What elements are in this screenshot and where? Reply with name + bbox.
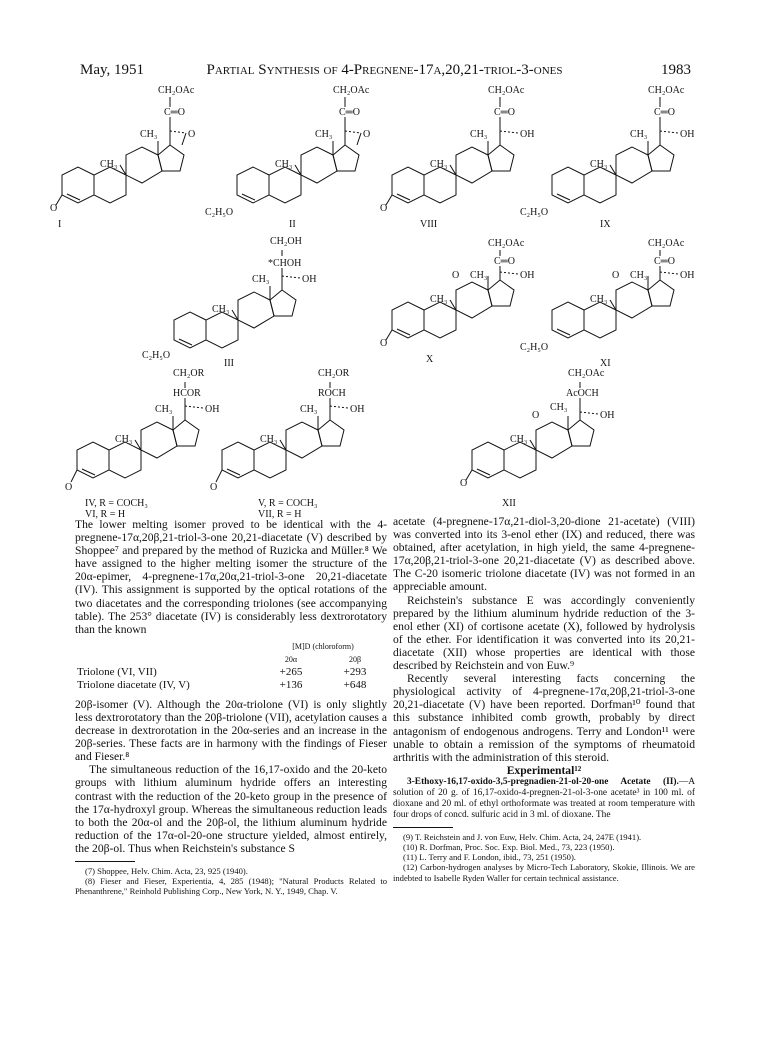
I-c10: CH₃ [100,159,118,170]
II-c17: CH₃ [315,129,333,140]
IV-c17: CH₃ [155,404,173,415]
V-numeral: V, R = COCH₃ [258,498,318,509]
table-cell: +648 [343,678,367,691]
XI-numeral: XI [600,358,611,369]
experimental-body: —A solution of 20 g. of 16,17-oxido-4-pregnen-21-ol-3-one acetate³ in 100 ml. of dioxane and 20 ml. of ethyl orthoformate was treated at room temperature with four drops of concd. sulfuric acid in 3 ml. of dioxane. The [393,776,695,820]
IX-c3: C₂H₅O [520,207,549,218]
XII-numeral: XII [502,498,516,509]
table-row [75,666,387,679]
X-c11: O [452,270,460,281]
footnote-9: (9) T. Reichstein and J. von Euw, Helv. Chim. Acta, 24, 247E (1941). [403,831,642,842]
II-numeral: II [289,219,296,230]
IV-c17-sub: OH [205,404,220,415]
XI-c3: C₂H₅O [520,342,549,353]
XII-c3: O [460,478,468,489]
experimental-compound-title: 3-Ethoxy-16,17-oxido-3,5-pregnadien-21-ol-20-one Acetate (II). [407,776,679,787]
XII-c10: CH₃ [510,434,528,445]
V-c17: CH₃ [300,404,318,415]
XI-side-mid: C═O [654,256,675,267]
rotation-table-title: [M]D (chloroform) [292,641,354,651]
V-c17-sub: OH [350,404,365,415]
XII-side-mid: AcOCH [566,388,599,399]
III-side-mid: *CHOH [268,258,302,269]
running-header-title: Partial Synthesis of 4-Pregnene-17α,20,21-triol-3-ones [206,62,563,78]
X-numeral: X [426,354,434,365]
structure-X [380,238,534,365]
left-paragraph-1: The lower melting isomer proved to be identical with the 4-pregnene-17α,20β,21-triol-3-one 20,21-diacetate (V) described by Shoppee⁷ and prepared by the method of Ruzicka and Müller.⁸ We have assigned to the higher melting isomer the structure of the 20α-epimer, 4-pregnene-17α,20α,21-triol-3-one 20,21-diacetate (IV). This assignment is supported by the optical rotations of the two diacetates and the corresponding triolones (see accompanying table). The 253° diacetate (IV) is considerably less dextrorotatory than the known [75,518,387,636]
structure-XI [520,238,694,369]
V-side-mid: ROCH [318,388,346,399]
right-paragraph-1: acetate (4-pregnene-17α,21-diol-3,20-dione 21-acetate) (VIII) was converted into its 3-enol ether (IX) and reduced, there was obtained, after acetylation, in high yield, the same 4-pregnene-17α,20β,21-triol-3-one 20,21-diacetate (V) as described above. The C-20 isomeric triolone diacetate (IV) was not formed in an appreciable amount. [393,515,695,594]
structure-IX [520,85,694,230]
experimental-paragraph [393,777,695,821]
table-cell: +136 [279,678,303,691]
I-side-top: CH₂OAc [158,85,195,96]
XI-c11: O [612,270,620,281]
IX-c10: CH₃ [590,159,608,170]
VIII-numeral: VIII [420,219,438,230]
III-numeral: III [224,358,234,369]
IX-side-mid: C═O [654,107,675,118]
right-paragraph-3: Recently several interesting facts concerning the physiological activity of 4-pregnene-17α,20β,21-triol-3-one 20,21-diacetate (V) have been reported. Dorfman¹⁰ found that this substance inhibited comb growth, probably by direct antagonism of endogenous androgens. Terry and London¹¹ were unable to obtain a remission of the symptoms of rheumatoid arthritis with the administration of this steroid. [393,672,695,764]
I-numeral: I [58,219,62,230]
footnote-7: (7) Shoppee, Helv. Chim. Acta, 23, 925 (1940). [85,865,248,876]
III-side-top: CH₂OH [270,236,302,247]
VI-numeral: VI, R = H [85,509,126,520]
X-c3: O [380,338,388,349]
XI-c10: CH₃ [590,294,608,305]
footnote-11: (11) L. Terry and F. London, ibid., 73, 251 (1950). [403,852,576,863]
footnote-rule [393,827,453,828]
XI-side-top: CH₂OAc [648,238,685,249]
structure-VIII [380,85,534,230]
IX-c17-sub: OH [680,129,695,140]
V-c10: CH₃ [260,434,278,445]
XII-c17: CH₃ [550,402,568,413]
footnote-12: (12) Carbon-hydrogen analyses by Micro-Tech Laboratory, Skokie, Illinois. We are indebted to Isabelle Ryden Waller for certain technical assistance. [393,862,695,883]
structure-I [50,85,195,230]
II-c10: CH₃ [275,159,293,170]
X-c17: CH₃ [470,270,488,281]
X-c10: CH₃ [430,294,448,305]
running-header-date: May, 1951 [80,62,145,78]
III-c10: CH₃ [212,304,230,315]
II-side-mid: C═O [339,107,360,118]
right-paragraph-2: Reichstein's substance E was accordingly conveniently prepared by the lithium aluminum hydride reduction of the 3-enol ether (XI) of cortisone acetate (X), followed by hydrolysis of the ether. For identification it was converted into its 20,21-diacetate (XII) whose properties are identical with those described by Reichstein and von Euw.⁹ [393,593,695,673]
X-side-mid: C═O [494,256,515,267]
structural-formulas [0,0,769,520]
VII-numeral: VII, R = H [258,509,302,520]
I-c17-sub: O [188,129,196,140]
IX-numeral: IX [600,219,611,230]
XI-c17-sub: OH [680,270,695,281]
page-number: 1983 [661,62,691,78]
XII-c11: O [532,410,540,421]
II-c3: C₂H₅O [205,207,234,218]
XII-side-top: CH₂OAc [568,368,605,379]
I-c3: O [50,203,58,214]
rotation-table-col1: 20α [284,654,298,664]
IX-c17: CH₃ [630,129,648,140]
IV-numeral: IV, R = COCH₃ [85,498,148,509]
X-c17-sub: OH [520,270,535,281]
IV-c10: CH₃ [115,434,133,445]
left-paragraph-3: The simultaneous reduction of the 16,17-oxido and the 20-keto groups with lithium aluminum hydride offers an interesting contrast with the reduction of the 20-keto group in the presence of the 17α-hydroxyl group. Whereas the simultaneous reduction leads to both the 20α-ol and the 20β-ol, the lithium aluminum hydride reduction of the 17α-ol-20-one structure yielded, almost entirely, the 20β-ol. Thus when Reichstein's substance S [75,763,387,855]
footnote-8: (8) Fieser and Fieser, Experientia, 4, 285 (1948); "Natural Products Related to Phenanthrene," Reinhold Publishing Corp., New York, N. Y., 1949, Chap. V. [75,876,387,897]
experimental-heading: Experimental¹² [506,763,582,777]
table-cell: +265 [279,665,303,678]
XII-c17-sub: OH [600,410,615,421]
IV-side-mid: HCOR [173,388,201,399]
XI-c17: CH₃ [630,270,648,281]
left-paragraph-2: 20β-isomer (V). Although the 20α-triolone (VI) is only slightly less dextrorotatory than the 20β-triolone (VII), acetylation causes a decrease in dextrorotation in the 20α-series and an increase in the 20β-series. These facts are in harmony with the findings of Fieser and Fieser.⁸ [75,697,387,764]
structure-XII [460,368,614,509]
table-cell: +293 [343,665,367,678]
X-side-top: CH₂OAc [488,238,525,249]
structure-V-VII [210,368,364,520]
III-c3: C₂H₅O [142,350,171,361]
table-row-label: Triolone (VI, VII) [77,665,157,678]
IX-side-top: CH₂OAc [648,85,685,96]
III-c17: CH₃ [252,274,270,285]
left-column [75,518,387,897]
rotation-table [75,640,387,692]
V-c3: O [210,482,218,493]
table-row-label: Triolone diacetate (IV, V) [77,678,190,691]
VIII-c17-sub: OH [520,129,535,140]
footnote-rule [75,861,135,862]
structure-IV-VI [65,368,219,520]
VIII-c10: CH₃ [430,159,448,170]
IV-c3: O [65,482,73,493]
II-c17-sub: O [363,129,371,140]
footnote-10: (10) R. Dorfman, Proc. Soc. Exp. Biol. Med., 73, 223 (1950). [403,842,615,853]
VIII-c3: O [380,203,388,214]
table-row [75,679,387,692]
V-side-top: CH₂OR [318,368,350,379]
II-side-top: CH₂OAc [333,85,370,96]
III-c17-sub: OH [302,274,317,285]
IV-side-top: CH₂OR [173,368,205,379]
VIII-side-mid: C═O [494,107,515,118]
rotation-table-col2: 20β [348,654,362,664]
right-column [393,515,695,883]
I-side-mid: C═O [164,107,185,118]
structure-II [205,85,370,230]
VIII-c17: CH₃ [470,129,488,140]
structure-III [142,236,316,369]
I-c17: CH₃ [140,129,158,140]
VIII-side-top: CH₂OAc [488,85,525,96]
